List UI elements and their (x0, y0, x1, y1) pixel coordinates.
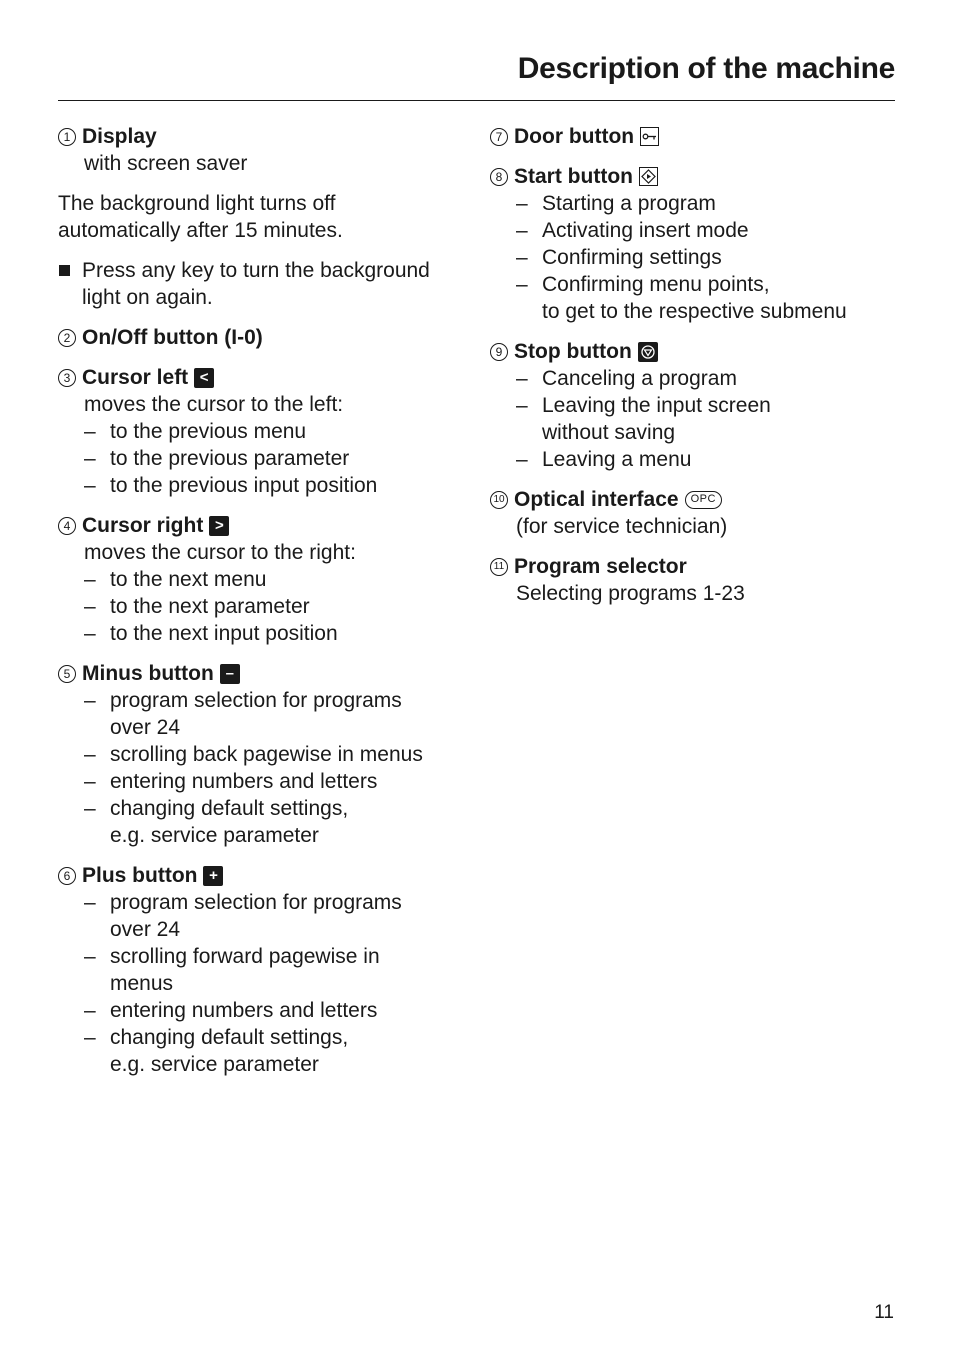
list-item: – to the previous input position (84, 474, 378, 497)
list-item: – to the previous menu (84, 420, 307, 443)
cursor-right-key-icon: > (209, 516, 229, 536)
page-number: 11 (874, 1302, 894, 1323)
section-program-selector (490, 553, 910, 607)
minus-key-icon: – (220, 664, 240, 684)
section-cursor-right (58, 512, 478, 647)
list-item: – Starting a program (516, 192, 716, 215)
section-title: Program selector (514, 555, 687, 578)
list-item: – program selection for programs over 24 (84, 689, 402, 739)
right-column (490, 123, 910, 620)
key-icon (640, 127, 659, 146)
list-item: – Canceling a program (516, 367, 737, 390)
list-item: – Confirming menu points, to get to the respective submenu (516, 273, 847, 323)
start-diamond-icon (639, 167, 658, 186)
cursor-left-key-icon: < (194, 368, 214, 388)
list-item: – scrolling forward pagewise in menus (84, 945, 380, 995)
section-optical-interface (490, 486, 910, 540)
section-title: Optical interface (514, 488, 679, 511)
list-item: – to the next input position (84, 622, 338, 645)
item-number: 9 (490, 343, 508, 361)
note-paragraph: The background light turns off automatically after 15 minutes. (58, 192, 343, 242)
list-item: – changing default settings, e.g. service parameter (84, 1026, 349, 1076)
item-number: 2 (58, 329, 76, 347)
opc-icon: OPC (685, 491, 722, 509)
plus-key-icon: + (203, 866, 223, 886)
item-number: 10 (490, 491, 508, 509)
section-start-button (490, 163, 910, 325)
instruction-bullet: Press any key to turn the background light on again. (58, 257, 478, 311)
list-item: – program selection for programs over 24 (84, 891, 402, 941)
item-number: 3 (58, 369, 76, 387)
item-number: 1 (58, 128, 76, 146)
section-plus-button (58, 862, 478, 1078)
page-title: Description of the machine (517, 52, 895, 85)
section-stop-button (490, 338, 910, 473)
list-item: – to the next parameter (84, 595, 310, 618)
header-rule (58, 100, 895, 101)
bullet-square-icon (59, 265, 70, 276)
list-item: – Activating insert mode (516, 219, 749, 242)
section-minus-button (58, 660, 478, 849)
section-cursor-left (58, 364, 478, 499)
section-title: Minus button (82, 662, 214, 685)
section-title: Stop button (514, 340, 632, 363)
section-title: Cursor right (82, 514, 204, 537)
left-column (58, 123, 478, 1091)
section-title: Door button (514, 125, 635, 148)
section-title: Display (82, 125, 157, 148)
list-item: – Leaving a menu (516, 448, 692, 471)
item-number: 8 (490, 168, 508, 186)
item-number: 11 (490, 558, 508, 576)
section-door-button (490, 123, 910, 150)
list-item: – Leaving the input screen without saving (516, 394, 771, 444)
item-number: 7 (490, 128, 508, 146)
section-title: Cursor left (82, 366, 189, 389)
item-number: 4 (58, 517, 76, 535)
section-title: Start button (514, 165, 633, 188)
section-subtitle: moves the cursor to the left: (84, 393, 344, 416)
section-display (58, 123, 478, 177)
list-item: – to the next menu (84, 568, 267, 591)
list-item: – entering numbers and letters (84, 770, 378, 793)
section-subtitle: with screen saver (84, 152, 248, 175)
list-item: – Confirming settings (516, 246, 722, 269)
list-item: – changing default settings, e.g. service parameter (84, 797, 349, 847)
stop-icon (638, 342, 658, 362)
list-item: – scrolling back pagewise in menus (84, 743, 423, 766)
section-subtitle: Selecting programs 1-23 (516, 582, 745, 605)
section-onoff (58, 324, 478, 351)
section-subtitle: (for service technician) (516, 515, 728, 538)
section-title: Plus button (82, 864, 198, 887)
section-title: On/Off button (I-0) (82, 326, 263, 349)
section-subtitle: moves the cursor to the right: (84, 541, 356, 564)
list-item: – to the previous parameter (84, 447, 350, 470)
list-item: – entering numbers and letters (84, 999, 378, 1022)
item-number: 6 (58, 867, 76, 885)
item-number: 5 (58, 665, 76, 683)
